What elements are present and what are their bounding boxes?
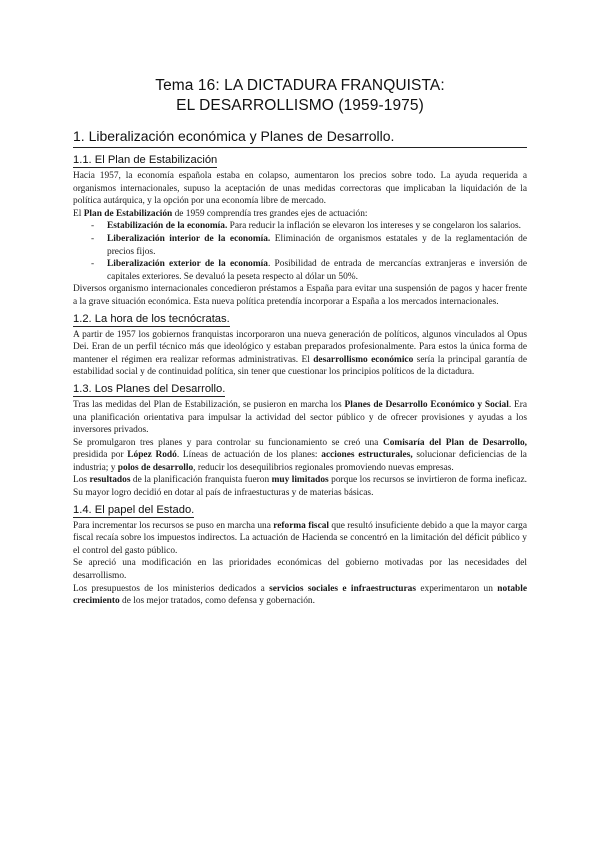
bold-run: Comisaría del Plan de Desarrollo,	[382, 437, 527, 448]
text-run: de 1959 comprendía tres grandes ejes de actuación:	[172, 208, 368, 219]
title-line-2: EL DESARROLLISMO (1959-1975)	[176, 97, 424, 114]
subsection-1-3-heading: 1.3. Los Planes del Desarrollo.	[73, 382, 226, 395]
dash-bullet: -	[91, 259, 95, 270]
text-run: A partir de 1957 los gobiernos franquistas incorporaron una nueva generación de políticos, algunos vinculados al Opus Dei. Eran de un perfil técnico más que ideológico y estaban preparados profesionalmente. Para estos la única forma de mantener el régimen era realizar reformas administrativas. El	[73, 329, 527, 365]
text-run: de la planificación franquista fueron	[130, 475, 272, 486]
bold-run: Estabilización de la economía.	[107, 221, 228, 232]
text-run: de los mejor tratados, como defensa y gobernación.	[119, 596, 315, 607]
paragraph-1-3-b	[73, 437, 527, 475]
dash-bullet: -	[91, 221, 95, 232]
paragraph-1-2-a	[73, 329, 527, 379]
text-run: porque los recursos se invirtieron de forma ineficaz. Su mayor logro decidió en dotar al país de infraestucturas y de materias básicas.	[73, 475, 527, 499]
bold-run: notable crecimiento	[73, 583, 527, 607]
bold-run: reforma fiscal	[273, 520, 330, 531]
title-line-1: Tema 16: LA DICTADURA FRANQUISTA:	[155, 77, 445, 94]
paragraph-1-1-a: Hacia 1957, la economía española estaba en colapso, aumentaron los precios sobre todo. La ayuda requerida a organismos internacionales, supuso la aceptación de unas medidas correctoras que implicaban la liquidación de la política autárquica, y la opción por una economía libre de mercado.	[73, 171, 527, 207]
text-run: . Líneas de actuación de los planes:	[176, 450, 322, 461]
bold-run: muy limitados	[271, 475, 329, 486]
text-run: solucionar deficiencias de la industria; y	[73, 450, 527, 473]
dash-bullet: -	[91, 233, 95, 244]
section-1-heading: 1. Liberalización económica y Planes de Desarrollo.	[73, 127, 527, 148]
list-item	[73, 220, 527, 233]
bold-run: Liberalización interior de la economía.	[107, 233, 271, 244]
list-item	[73, 258, 527, 283]
text-run: El	[73, 208, 84, 219]
paragraph-1-1-c: Diversos organismo internacionales concedieron préstamos a España para evitar una suspensión de pagos y hacer frente a la grave situación económica. Esta nueva política pretendía incorporar a España a los mercados internacionales.	[73, 284, 527, 307]
subsection-1-4-heading: 1.4. El papel del Estado.	[73, 503, 195, 516]
text-run: experimentaron un	[416, 583, 498, 594]
subsection-1-1-heading: 1.1. El Plan de Estabilización	[73, 154, 218, 166]
paragraph-1-4-a	[73, 520, 527, 558]
text-run: que resultó insuficiente debido a que la mayor carga fiscal recaía sobre los impuestos indirectos. La actuación de Hacienda se concentró en la limitación del déficit público y el control del gasto público.	[73, 520, 528, 556]
text-run: , reducir los desequilibrios regionales promoviendo nuevas empresas.	[193, 462, 454, 473]
text-run: . Era una planificación orientativa para impulsar la actividad del sector público y de ofrecer provisiones y ayudas a los inversores privados.	[73, 399, 527, 436]
document-title	[73, 0, 527, 116]
bold-run: Liberalización exterior de la economía	[107, 259, 268, 270]
paragraph-1-3-a	[73, 399, 527, 437]
bold-run: Plan de Estabilización	[83, 208, 173, 219]
paragraph-1-4-c	[73, 583, 527, 608]
bold-run: Planes de Desarrollo Económico y Social	[344, 399, 509, 410]
measures-list	[73, 220, 527, 283]
paragraph-1-3-c	[73, 474, 527, 499]
text-run: Para incrementar los recursos se puso en marcha una	[73, 520, 274, 531]
list-item	[73, 233, 527, 258]
text-run: Los presupuestos de los ministerios dedicados a	[73, 583, 270, 594]
bold-run: resultados	[89, 475, 131, 486]
text-run: Eliminación de organismos estatales y de la reglamentación de precios fijos.	[107, 233, 527, 257]
text-run: Se promulgaron tres planes y para controlar su funcionamiento se creó una	[73, 437, 383, 448]
bold-run: servicios sociales e infraestructuras	[269, 583, 417, 594]
paragraph-1-4-b: Se apreció una modificación en las prioridades económicas del gobierno motivadas por las necesidades del desarrollismo.	[73, 558, 527, 582]
text-run: . Posibilidad de entrada de mercancías extranjeras e inversión de capitales exteriores. Se devaluó la peseta respecto al dólar un 50%.	[107, 259, 527, 282]
bold-run: acciones estructurales,	[321, 450, 413, 461]
text-run: sería la principal garantía de estabilidad social y de continuidad política, sin tener que cuestionar los principios políticos de la dictadura.	[73, 354, 528, 378]
text-run: Los	[73, 475, 90, 486]
bold-run: López Rodó	[127, 450, 177, 461]
bold-run: polos de desarrollo	[117, 462, 194, 473]
subsection-1-2-heading: 1.2. La hora de los tecnócratas.	[73, 312, 230, 325]
bold-run: desarrollismo económico	[313, 354, 414, 365]
text-run: Tras las medidas del Plan de Estabilización, se pusieron en marcha los	[73, 399, 345, 410]
text-run: Para reducir la inflación se elevaron los intereses y se congelaron los salarios.	[227, 221, 521, 232]
paragraph-1-1-b	[73, 208, 527, 221]
text-run: presidida por	[73, 450, 128, 461]
